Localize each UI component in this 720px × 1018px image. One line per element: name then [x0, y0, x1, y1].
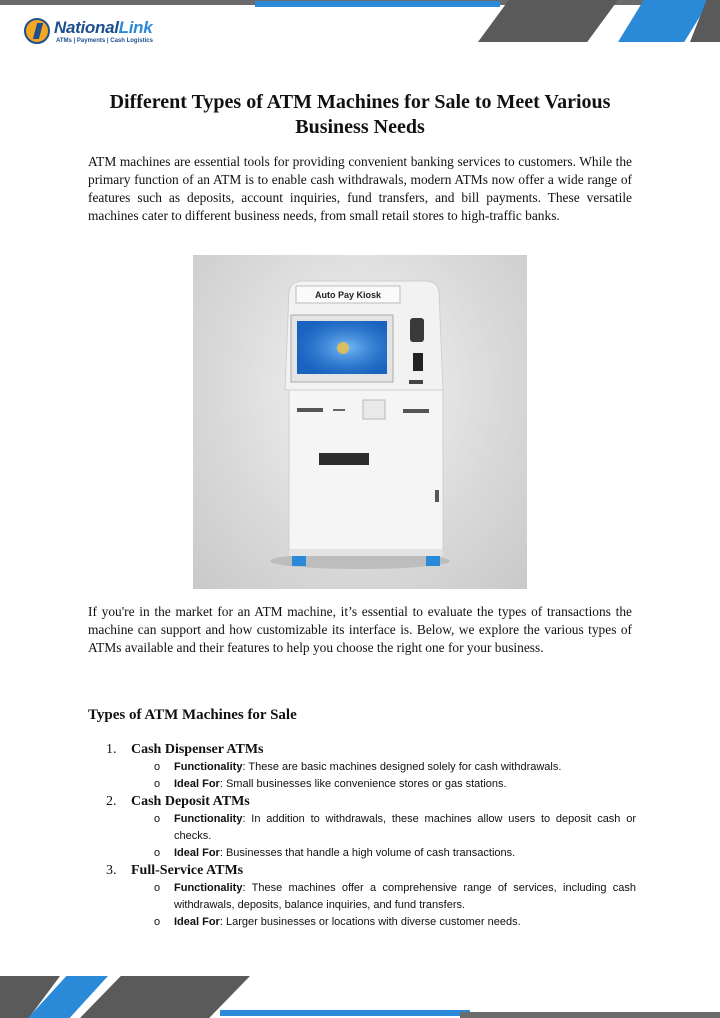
bullet-icon: o [154, 761, 161, 773]
atm-kiosk-illustration [193, 255, 527, 589]
header-bar-blue [255, 1, 500, 7]
atm-type-name: Cash Deposit ATMs [131, 794, 250, 809]
logo-name-part1: National [54, 18, 119, 37]
bullet-icon: o [154, 916, 161, 928]
detail-line [106, 811, 636, 845]
nationallink-logo [24, 16, 164, 46]
atm-type-name: Cash Dispenser ATMs [131, 742, 264, 757]
detail-line [106, 759, 636, 776]
bullet-icon: o [154, 778, 161, 790]
detail-text: : These are basic machines designed solely for cash withdrawals. [242, 761, 562, 773]
footer-bar-blue [220, 1010, 470, 1016]
detail-text: : Larger businesses or locations with diverse customer needs. [219, 916, 521, 928]
detail-label: Functionality [174, 813, 243, 825]
bullet-icon: o [154, 847, 161, 859]
atm-types-list [106, 741, 636, 931]
atm-type-item [106, 793, 636, 862]
document-title: Different Types of ATM Machines for Sale to Meet Various Business Needs [109, 91, 611, 138]
detail-label: Ideal For [174, 916, 220, 928]
detail-line [106, 845, 636, 862]
detail-label: Ideal For [174, 778, 220, 790]
detail-line [106, 914, 636, 931]
detail-text: : Small businesses like convenience stores or gas stations. [219, 778, 507, 790]
footer-bar-grey [460, 1012, 720, 1018]
atm-type-title [106, 793, 636, 811]
logo-name-part2: Link [118, 18, 153, 37]
logo-wordmark [54, 18, 152, 38]
intro-paragraph: ATM machines are essential tools for providing convenient banking services to customers. While the primary function of an ATM is to enable cash withdrawals, modern ATMs now offer a wide range of features such as deposits, account inquiries, fund transfers, and bill payments. These versatile machines cater to different business needs, from small retail stores to high-traffic banks. [88, 154, 632, 223]
bullet-icon: o [154, 813, 161, 825]
atm-type-name: Full-Service ATMs [131, 863, 244, 878]
list-number: 1. [106, 742, 117, 757]
detail-text: : These machines offer a comprehensive range of services, including cash withdrawals, deposits, balance inquiries, and fund transfers. [174, 882, 636, 911]
bullet-icon: o [154, 882, 161, 894]
list-number: 3. [106, 863, 117, 878]
list-number: 2. [106, 794, 117, 809]
logo-tagline: ATMs | Payments | Cash Logistics [56, 38, 153, 44]
atm-type-title [106, 741, 636, 759]
kiosk-label: Auto Pay Kiosk [314, 290, 382, 300]
detail-text: : Businesses that handle a high volume of cash transactions. [219, 847, 516, 859]
section-heading: Types of ATM Machines for Sale [88, 707, 297, 723]
detail-line [106, 880, 636, 914]
logo-mark-icon [24, 18, 50, 44]
detail-label: Ideal For [174, 847, 220, 859]
detail-label: Functionality [174, 882, 243, 894]
atm-kiosk-photo [193, 255, 527, 589]
detail-line [106, 776, 636, 793]
atm-type-item [106, 741, 636, 793]
atm-type-item [106, 862, 636, 931]
detail-text: : In addition to withdrawals, these machines allow users to deposit cash or checks. [174, 813, 636, 842]
detail-label: Functionality [174, 761, 243, 773]
evaluation-paragraph: If you're in the market for an ATM machine, it’s essential to evaluate the types of transactions the machine can support and how customizable its interface is. Below, we explore the various types of ATMs available and their features to help you choose the right one for your business. [88, 604, 632, 655]
atm-type-title [106, 862, 636, 880]
